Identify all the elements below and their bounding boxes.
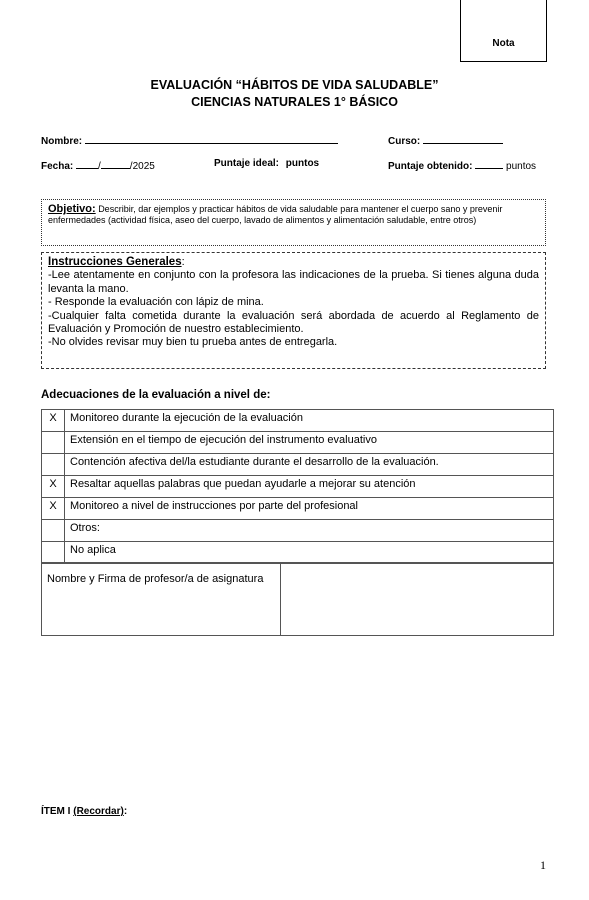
item-label: (Recordar) bbox=[73, 806, 124, 817]
table-row bbox=[42, 542, 554, 564]
nota-box bbox=[460, 0, 547, 62]
objetivo-box bbox=[41, 199, 546, 246]
table-row bbox=[42, 520, 554, 542]
puntaje-obtenido-blank[interactable] bbox=[475, 158, 503, 169]
nota-label: Nota bbox=[492, 38, 515, 49]
puntaje-obtenido-field[interactable] bbox=[388, 158, 536, 172]
puntaje-obtenido-unit: puntos bbox=[506, 161, 537, 172]
checkbox-cell[interactable] bbox=[42, 542, 65, 564]
curso-label: Curso: bbox=[388, 136, 421, 147]
fecha-field[interactable] bbox=[41, 158, 155, 172]
table-row bbox=[42, 454, 554, 476]
curso-blank[interactable] bbox=[423, 133, 503, 144]
checkbox-cell[interactable]: X bbox=[42, 498, 65, 520]
nombre-label: Nombre: bbox=[41, 136, 83, 147]
table-row bbox=[42, 410, 554, 432]
adecuacion-text: Otros: bbox=[65, 520, 554, 542]
curso-field[interactable] bbox=[388, 133, 503, 147]
nombre-field[interactable] bbox=[41, 133, 338, 147]
adecuacion-text: Resaltar aquellas palabras que puedan ayudarle a mejorar su atención bbox=[65, 476, 554, 498]
checkbox-cell[interactable]: X bbox=[42, 410, 65, 432]
objetivo-text: Describir, dar ejemplos y practicar hábitos de vida saludable para mantener el cuerpo sano y prevenir enfermedades (actividad física, aseo del cuerpo, lavado de alimentos y alimentación saludable, entre otros) bbox=[48, 204, 503, 225]
puntaje-obtenido-label: Puntaje obtenido: bbox=[388, 161, 473, 172]
checkbox-cell[interactable] bbox=[42, 432, 65, 454]
instrucciones-box bbox=[41, 252, 546, 369]
item-prefix: ÍTEM I bbox=[41, 806, 74, 817]
fecha-day-blank[interactable] bbox=[76, 158, 98, 169]
instrucciones-colon: : bbox=[181, 256, 185, 268]
adecuacion-text: No aplica bbox=[65, 542, 554, 564]
table-row bbox=[42, 432, 554, 454]
table-row bbox=[42, 498, 554, 520]
instrucciones-label: Instrucciones Generales bbox=[48, 256, 182, 268]
puntaje-ideal-label: Puntaje ideal: bbox=[214, 158, 280, 169]
instruccion-line: -Lee atentamente en conjunto con la profesora las indicaciones de la prueba. Si tienes alguna duda levanta la mano. bbox=[48, 269, 539, 295]
adecuaciones-table bbox=[41, 409, 554, 564]
adecuaciones-heading: Adecuaciones de la evaluación a nivel de: bbox=[41, 389, 271, 401]
adecuacion-text: Monitoreo a nivel de instrucciones por parte del profesional bbox=[65, 498, 554, 520]
table-row bbox=[42, 476, 554, 498]
title-line-2: CIENCIAS NATURALES 1° BÁSICO bbox=[191, 95, 398, 109]
fecha-label: Fecha: bbox=[41, 161, 74, 172]
checkbox-cell[interactable]: X bbox=[42, 476, 65, 498]
fecha-separator: / bbox=[98, 161, 101, 172]
fecha-month-blank[interactable] bbox=[101, 158, 130, 169]
page-number: 1 bbox=[540, 858, 546, 872]
instruccion-line: -No olvides revisar muy bien tu prueba antes de entregarla. bbox=[48, 336, 338, 349]
checkbox-cell[interactable] bbox=[42, 454, 65, 476]
puntaje-ideal bbox=[214, 158, 319, 169]
checkbox-cell[interactable] bbox=[42, 520, 65, 542]
adecuacion-text: Contención afectiva del/la estudiante durante el desarrollo de la evaluación. bbox=[65, 454, 554, 476]
nombre-blank[interactable] bbox=[85, 133, 338, 144]
table-row bbox=[42, 563, 554, 636]
title-line-1: EVALUACIÓN “HÁBITOS DE VIDA SALUDABLE” bbox=[150, 78, 439, 92]
objetivo-label: Objetivo: bbox=[48, 203, 96, 215]
fecha-year: /2025 bbox=[129, 161, 155, 172]
firma-label: Nombre y Firma de profesor/a de asignatura bbox=[42, 563, 281, 636]
instruccion-line: -Cualquier falta cometida durante la evaluación será abordada de acuerdo al Reglamento de Evaluación y Promoción de nuestro establecimiento. bbox=[48, 309, 539, 336]
adecuacion-text: Monitoreo durante la ejecución de la evaluación bbox=[65, 410, 554, 432]
item-heading bbox=[41, 806, 127, 817]
instruccion-line: - Responde la evaluación con lápiz de mina. bbox=[48, 296, 264, 309]
firma-table bbox=[41, 562, 554, 636]
puntaje-ideal-unit: puntos bbox=[285, 158, 320, 169]
item-suffix: : bbox=[123, 806, 128, 817]
adecuacion-text: Extensión en el tiempo de ejecución del instrumento evaluativo bbox=[65, 432, 554, 454]
firma-field[interactable] bbox=[281, 563, 554, 636]
